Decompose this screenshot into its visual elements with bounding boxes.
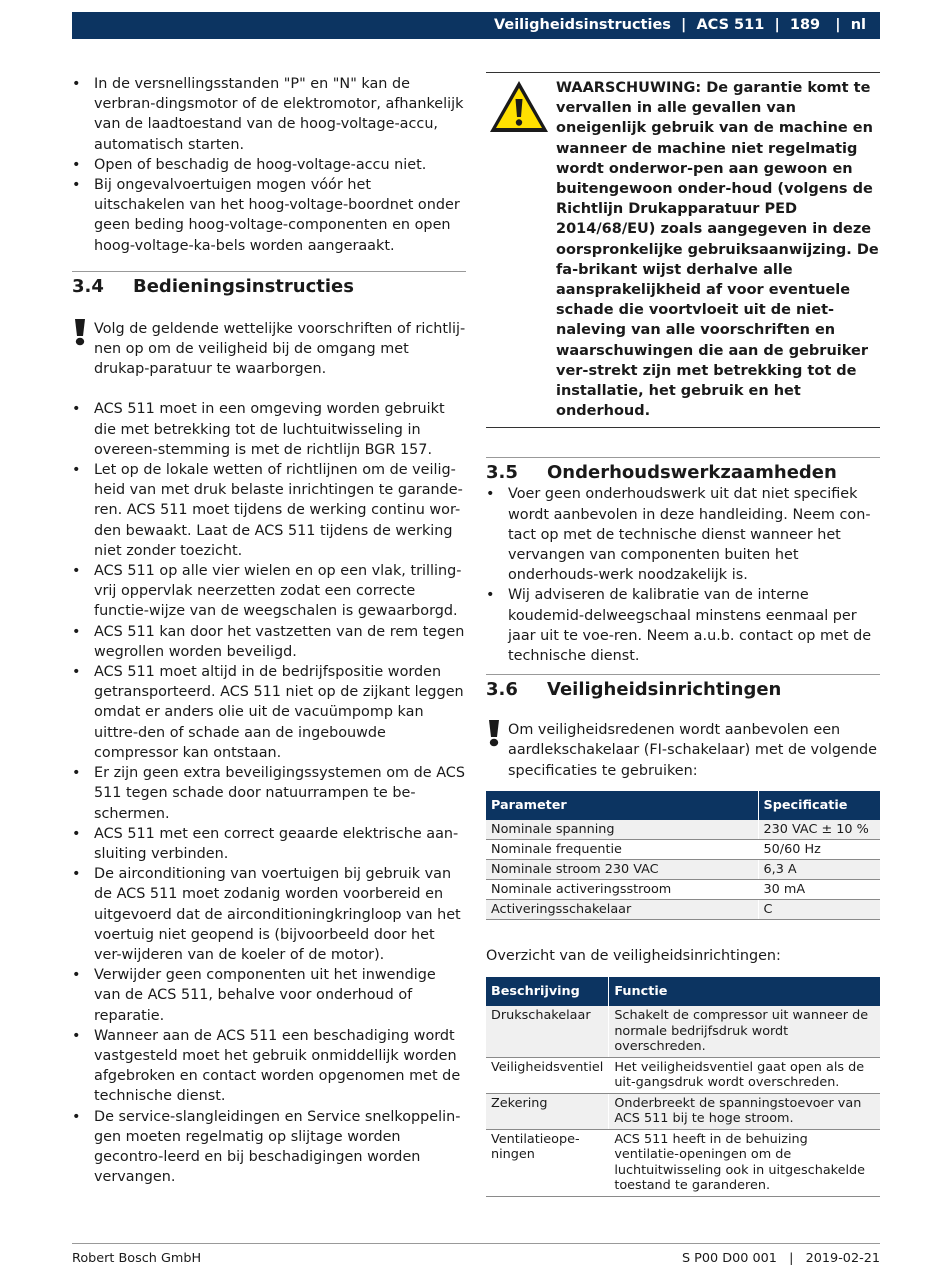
header-sep: | xyxy=(774,17,780,33)
list-item-text: Wij adviseren de kalibratie van de interne koudemid-delweegschaal minstens eenmaal per jaar uit te voe-ren. Neem a.u.b. contact op met de technische dienst. xyxy=(508,587,872,665)
bullet-icon: • xyxy=(72,156,81,173)
footer-sep: | xyxy=(789,1251,794,1266)
table-cell: ACS 511 heeft in de behuizing ventilatie-openingen om de luchtuitwisseling ook in uitgeschakelde toestand te garanderen. xyxy=(609,1129,880,1196)
column-header: Specificatie xyxy=(758,791,880,820)
table-cell: Activeringsschakelaar xyxy=(486,899,758,919)
section-heading-3-6 xyxy=(486,674,880,701)
table-cell: Nominale activeringsstroom xyxy=(486,879,758,899)
intro-bullet-list xyxy=(72,74,466,256)
notice-text: Om veiligheidsredenen wordt aanbevolen een aardlekschakelaar (FI-schakelaar) met de volgende specificaties te gebruiken: xyxy=(508,722,877,779)
column-header: Parameter xyxy=(486,791,758,820)
bullet-icon: • xyxy=(72,765,81,782)
table-row xyxy=(486,1093,880,1129)
footer-company: Robert Bosch GmbH xyxy=(72,1251,202,1266)
bullet-icon: • xyxy=(72,462,81,479)
header-section: Veiligheidsinstructies xyxy=(493,17,671,33)
column-header: Functie xyxy=(609,977,880,1006)
table-row xyxy=(486,1057,880,1093)
list-item-text: ACS 511 kan door het vastzetten van de rem tegen wegrollen worden beveiligd. xyxy=(94,623,465,660)
list-item xyxy=(72,763,466,824)
notice-block xyxy=(486,720,880,781)
section-number: 3.6 xyxy=(486,679,518,701)
bullet-icon: • xyxy=(72,1027,81,1044)
table-cell: Het veiligheidsventiel gaat open als de uit-gangsdruk wordt overschreden. xyxy=(609,1057,880,1093)
specification-table xyxy=(486,791,880,920)
table-row xyxy=(486,820,880,840)
table-cell: Onderbreekt de spanningstoevoer van ACS 511 bij te hoge stroom. xyxy=(609,1093,880,1129)
table-header-row xyxy=(486,977,880,1006)
section-title: Bedieningsinstructies xyxy=(133,275,354,297)
right-column xyxy=(486,72,880,1197)
bullet-icon: • xyxy=(72,866,81,883)
list-item xyxy=(72,460,466,561)
table-row xyxy=(486,839,880,859)
table-cell: Nominale frequentie xyxy=(486,839,758,859)
bullet-icon: • xyxy=(72,177,81,194)
list-item-text: Wanneer aan de ACS 511 een beschadiging wordt vastgesteld moet het gebruik onmiddellijk worden afgebroken en contact worden opgenomen met de technische dienst. xyxy=(94,1027,461,1105)
footer-doc-info xyxy=(682,1251,880,1266)
table-cell: 30 mA xyxy=(758,879,880,899)
list-item xyxy=(72,864,466,965)
table-cell: Schakelt de compressor uit wanneer de normale bedrijfsdruk wordt overschreden. xyxy=(609,1006,880,1057)
list-item xyxy=(72,662,466,763)
section-heading-3-5 xyxy=(486,457,880,484)
header-language: nl xyxy=(850,17,866,33)
overview-label: Overzicht van de veiligheidsinrichtingen: xyxy=(486,947,781,964)
table-cell: Nominale stroom 230 VAC xyxy=(486,859,758,879)
section-number: 3.5 xyxy=(486,462,518,484)
list-item-text: ACS 511 moet altijd in de bedrijfspositie worden getransporteerd. ACS 511 niet op de zijkant leggen omdat er anders olie uit de vacuümpomp kan uittre-den of schade aan de ingebouwde compressor kan ontstaan. xyxy=(94,664,464,761)
list-item-text: ACS 511 moet in een omgeving worden gebruikt die met betrekking tot de luchtuitwisseling in overeen-stemming is met de richtlijn BGR 157. xyxy=(94,401,445,458)
bullet-icon: • xyxy=(72,401,81,418)
list-item-text: ACS 511 met een correct geaarde elektrische aan-sluiting verbinden. xyxy=(94,825,459,862)
header-sep: | xyxy=(835,17,841,33)
table-cell: Veiligheidsventiel xyxy=(486,1057,609,1093)
operating-instructions-list xyxy=(72,399,466,1187)
table-row xyxy=(486,1129,880,1196)
bullet-icon: • xyxy=(72,563,81,580)
header-sep: | xyxy=(681,17,687,33)
list-item-text: De service-slangleidingen en Service snelkoppelin-gen moeten regelmatig op slijtage worden gecontro-leerd en bij beschadigingen worden vervangen. xyxy=(94,1108,461,1186)
table-cell: 6,3 A xyxy=(758,859,880,879)
header-page-number: 189 xyxy=(789,17,821,33)
list-item xyxy=(72,824,466,864)
maintenance-list xyxy=(486,484,880,666)
table-cell: 230 VAC ± 10 % xyxy=(758,820,880,840)
list-item xyxy=(486,484,880,585)
section-title: Veiligheidsinrichtingen xyxy=(547,679,782,701)
table-row xyxy=(486,899,880,919)
list-item-text: Bij ongevalvoertuigen mogen vóór het uitschakelen van het hoog-voltage-boordnet onder geen beding hoog-voltage-componenten en open hoog-voltage-ka-bels worden aangeraakt. xyxy=(94,177,460,254)
notice-block xyxy=(72,319,466,380)
table-cell: C xyxy=(758,899,880,919)
table-cell: Zekering xyxy=(486,1093,609,1129)
warning-triangle-icon xyxy=(488,79,550,135)
left-column xyxy=(72,74,466,1187)
warning-box xyxy=(486,72,880,428)
list-item xyxy=(72,175,466,256)
list-item xyxy=(72,1107,466,1188)
list-item xyxy=(72,1026,466,1107)
running-header xyxy=(72,12,880,39)
table-cell: 50/60 Hz xyxy=(758,839,880,859)
section-number: 3.4 xyxy=(72,275,104,297)
warning-text: WAARSCHUWING: De garantie komt te vervallen in alle gevallen van oneigenlijk gebruik van de machine en wanneer de machine niet regelmatig wordt onderwor-pen aan gewoon en buitengewoon onder-houd (volgens de Richtlijn Drukapparatuur PED 2014/68/EU) zoals aangegeven in deze oorspronkelijke gebruiksaanwijzing. De fa-brikant wijst derhalve alle aansprakelijkheid af voor eventuele schade die voortvloeit uit de niet-naleving van alle voorschriften en waarschuwingen die aan de gebruiker ver-strekt zijn met betrekking tot de installatie, het gebruik en het onderhoud. xyxy=(556,80,879,420)
footer-date: 2019-02-21 xyxy=(805,1251,880,1266)
list-item xyxy=(486,585,880,666)
list-item-text: Let op de lokale wetten of richtlijnen om de veilig-heid van met druk belaste inrichtingen te garande-ren. ACS 511 moet tijdens de werking continu wor-den bewaakt. Laat de ACS 511 tijdens de werking niet zonder toezicht. xyxy=(94,462,463,559)
table-header-row xyxy=(486,791,880,820)
list-item-text: Verwijder geen componenten uit het inwendige van de ACS 511, behalve voor onderhoud of reparatie. xyxy=(94,967,436,1024)
bullet-icon: • xyxy=(72,664,81,681)
list-item-text: In de versnellingsstanden "P" en "N" kan de verbran-dingsmotor of de elektromotor, afhankelijk van de laadtoestand van de hoog-voltage-accu, automatisch starten. xyxy=(94,76,464,153)
table-cell: Ventilatieope-ningen xyxy=(486,1129,609,1196)
bullet-icon: • xyxy=(72,967,81,984)
list-item-text: Voer geen onderhoudswerk uit dat niet specifiek wordt aanbevolen in deze handleiding. Neem con-tact op met de technische dienst wanneer het vervangen van componenten buiten het onderhouds-werk noodzakelijk is. xyxy=(508,486,871,584)
bullet-icon: • xyxy=(486,486,495,503)
table-row xyxy=(486,1006,880,1057)
list-item xyxy=(72,399,466,460)
section-heading-3-4 xyxy=(72,271,466,298)
list-item xyxy=(72,74,466,155)
footer-doc-number: S P00 D00 001 xyxy=(681,1251,777,1266)
list-item xyxy=(72,561,466,622)
list-item xyxy=(72,622,466,662)
header-product: ACS 511 xyxy=(696,17,765,33)
notice-text: Volg de geldende wettelijke voorschriften of richtlij-nen op om de veiligheid bij de omgang met drukap-paratuur te waarborgen. xyxy=(94,320,466,378)
table-row xyxy=(486,859,880,879)
safety-devices-table xyxy=(486,977,880,1197)
list-item xyxy=(72,965,466,1026)
table-cell: Nominale spanning xyxy=(486,820,758,840)
list-item-text: ACS 511 op alle vier wielen en op een vlak, trilling-vrij oppervlak neerzetten zodat een correcte functie-wijze van de weegschalen is gewaarborgd. xyxy=(94,563,462,620)
table-row xyxy=(486,879,880,899)
list-item-text: De airconditioning van voertuigen bij gebruik van de ACS 511 moet zodanig worden voorbereid en uitgevoerd dat de airconditioningkringloop van het voertuig niet geopend is (bijvoorbeeld door het ver-wijderen van de koeler of de motor). xyxy=(94,866,461,963)
table-cell: Drukschakelaar xyxy=(486,1006,609,1057)
bullet-icon: • xyxy=(72,825,81,842)
list-item-text: Open of beschadig de hoog-voltage-accu niet. xyxy=(94,156,427,173)
list-item xyxy=(72,155,466,175)
footer-divider xyxy=(72,1243,880,1244)
bullet-icon: • xyxy=(72,623,81,640)
exclamation-icon xyxy=(72,318,88,346)
list-item-text: Er zijn geen extra beveiligingssystemen om de ACS 511 tegen schade door natuurrampen te be-schermen. xyxy=(94,765,465,822)
exclamation-icon xyxy=(486,719,502,747)
column-header: Beschrijving xyxy=(486,977,609,1006)
bullet-icon: • xyxy=(72,76,81,92)
bullet-icon: • xyxy=(72,1108,81,1125)
section-title: Onderhoudswerkzaamheden xyxy=(547,462,837,484)
bullet-icon: • xyxy=(486,587,495,604)
